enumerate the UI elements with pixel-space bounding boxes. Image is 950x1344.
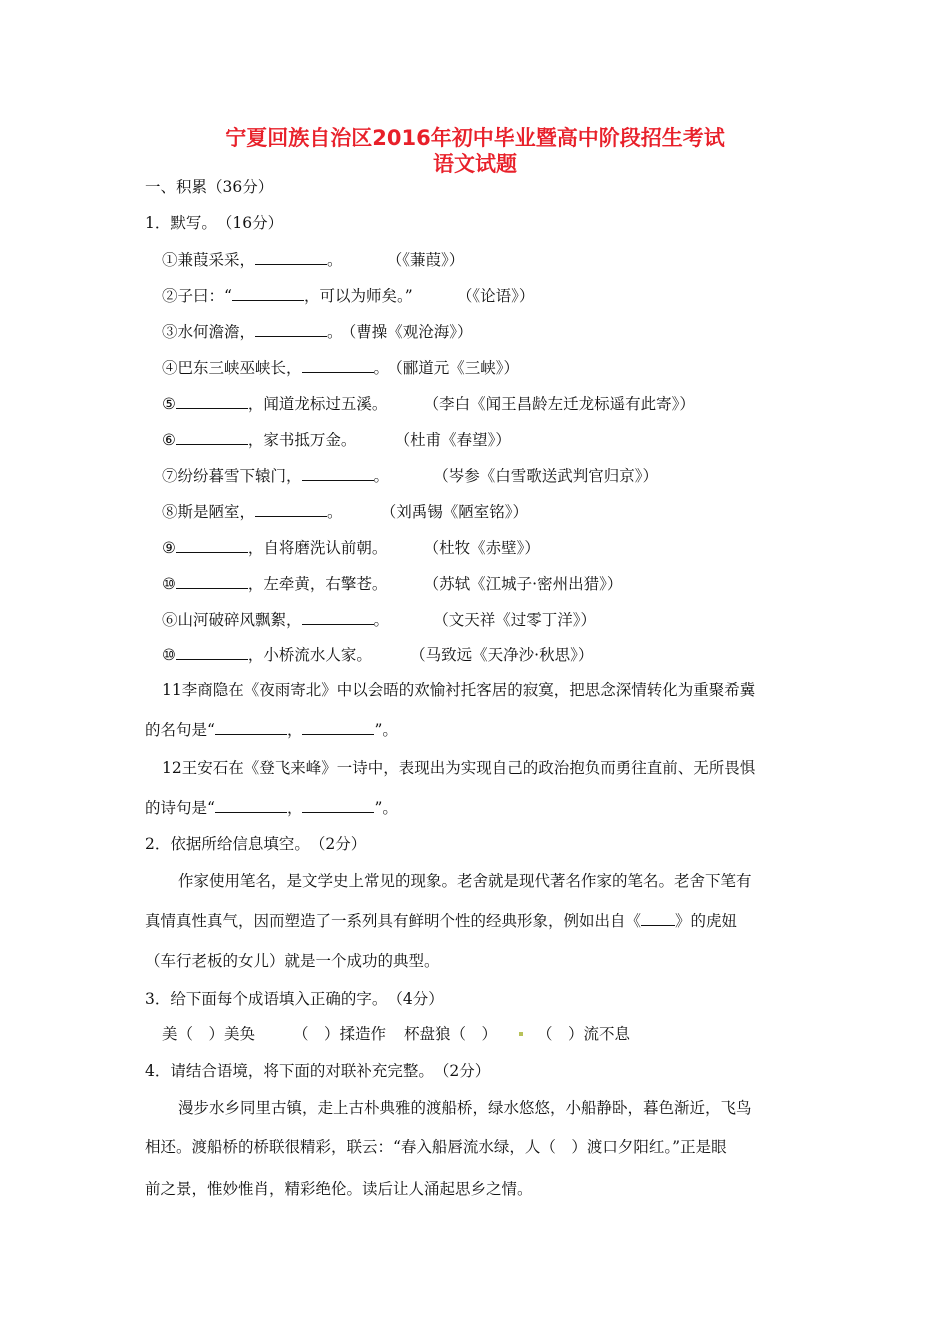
dictation-source: （杜牧《赤壁》） xyxy=(431,539,540,557)
dictation-prefix: ⑥ xyxy=(162,431,176,449)
answer-blank[interactable] xyxy=(232,284,304,301)
dictation-source: （曹操《观沧海》） xyxy=(348,323,473,341)
dictation-suffix: 。 xyxy=(373,467,390,485)
question-2-heading: 2．依据所给信息填空。 （2分） xyxy=(145,835,367,853)
answer-blank[interactable] xyxy=(302,718,374,735)
dictation-suffix: ，小桥流水人家。 xyxy=(247,646,372,664)
dictation-source: （马致远《天净沙·秋思》） xyxy=(417,646,594,664)
section-heading: 一、积累（36分） xyxy=(145,178,274,196)
answer-blank[interactable] xyxy=(255,248,327,265)
dictation-suffix: ，自将磨洗认前朝。 xyxy=(247,539,388,557)
dictation-source: （《论语》） xyxy=(464,287,535,305)
dictation-prefix: ①兼葭采采， xyxy=(162,251,256,269)
question-2-paragraph-1: 作家使用笔名，是文学史上常见的现象。老舍就是现代著名作家的笔名。老舍下笔有 xyxy=(178,872,752,890)
exam-subtitle: 语文试题 xyxy=(433,152,517,176)
idiom-row xyxy=(162,1023,630,1045)
question-3-heading: 3．给下面每个成语填入正确的字。 （4分） xyxy=(145,990,444,1008)
q11-suffix: ”。 xyxy=(374,721,398,739)
dictation-source: （岑参《白雪歌送武判官归京》） xyxy=(441,467,659,485)
dictation-prefix: ④巴东三峡巫峡长， xyxy=(162,359,302,377)
q11-comma: ， xyxy=(286,721,303,739)
dictation-item xyxy=(162,500,528,523)
q12-suffix: ”。 xyxy=(374,799,398,817)
answer-blank[interactable] xyxy=(255,320,327,337)
answer-blank[interactable] xyxy=(302,464,374,481)
q2-prefix: 真情真性真气，因而塑造了一系列具有鲜明个性的经典形象，例如出自《 xyxy=(145,912,642,930)
dictation-item xyxy=(162,572,622,595)
answer-blank[interactable] xyxy=(641,909,675,926)
idiom-item[interactable]: （ ）揉造作 xyxy=(293,1025,387,1043)
dictation-item xyxy=(162,248,464,271)
dictation-suffix: ，可以为师矣。” xyxy=(303,287,413,305)
dictation-prefix: ⑩ xyxy=(162,575,176,593)
dictation-suffix: 。 xyxy=(327,323,343,341)
answer-blank[interactable] xyxy=(215,796,287,813)
dictation-suffix: 。 xyxy=(327,251,343,269)
answer-blank[interactable] xyxy=(302,356,374,373)
answer-blank[interactable] xyxy=(176,643,248,660)
answer-blank[interactable] xyxy=(176,572,248,589)
dictation-item xyxy=(162,428,511,451)
dictation-suffix: 。 xyxy=(327,503,343,521)
dictation-item xyxy=(162,320,473,343)
idiom-item[interactable]: 杯盘狼（ ） xyxy=(404,1025,498,1043)
question-12-line1: 12王安石在《登飞来峰》一诗中，表现出为实现自己的政治抱负而勇往直前、无所畏惧 xyxy=(162,759,756,777)
dictation-prefix: ⑧斯是陋室， xyxy=(162,503,256,521)
dictation-prefix: ⑤ xyxy=(162,395,176,413)
dictation-prefix: ⑦纷纷暮雪下辕门， xyxy=(162,467,302,485)
answer-blank[interactable] xyxy=(255,500,327,517)
dictation-source: （文天祥《过零丁洋》） xyxy=(441,611,597,629)
q12-comma: ， xyxy=(286,799,303,817)
question-11-line2 xyxy=(145,718,398,741)
exam-title: 宁夏回族自治区2016年初中毕业暨高中阶段招生考试 xyxy=(225,126,725,150)
question-4-paragraph-2: 相还。渡船桥的桥联很精彩，联云：“春入船唇流水绿，人（ ）渡口夕阳红。”正是眼 xyxy=(145,1138,727,1156)
q11-prefix: 的名句是“ xyxy=(145,721,215,739)
dictation-suffix: 。 xyxy=(373,611,390,629)
dictation-prefix: ⑥山河破碎风飘絮， xyxy=(162,611,302,629)
dictation-item xyxy=(162,392,695,415)
question-12-line2 xyxy=(145,796,398,819)
question-4-paragraph-3: 前之景，惟妙惟肖，精彩绝伦。读后让人涌起思乡之情。 xyxy=(145,1180,533,1198)
answer-blank[interactable] xyxy=(176,392,248,409)
answer-blank[interactable] xyxy=(176,428,248,445)
dictation-item xyxy=(162,356,519,379)
idiom-item[interactable]: （ ）流不息 xyxy=(537,1025,631,1043)
dictation-prefix: ⑨ xyxy=(162,539,176,557)
dictation-item xyxy=(162,608,596,631)
question-4-paragraph-1: 漫步水乡同里古镇，走上古朴典雅的渡船桥，绿水悠悠，小船静卧，暮色渐近，飞鸟 xyxy=(178,1099,752,1117)
question-1-heading: 1．默写。 （16分） xyxy=(145,214,284,232)
dictation-source: （郦道元《三峡》） xyxy=(395,359,520,377)
dictation-source: （《蒹葭》） xyxy=(394,251,465,269)
q2-suffix: 》的虎妞 xyxy=(675,912,738,930)
dictation-suffix: ，家书抵万金。 xyxy=(247,431,357,449)
dictation-item xyxy=(162,464,658,487)
dictation-item xyxy=(162,536,540,559)
dictation-item xyxy=(162,643,593,666)
dictation-suffix: ，左牵黄，右擎苍。 xyxy=(247,575,388,593)
dictation-prefix: ⑩ xyxy=(162,646,176,664)
answer-blank[interactable] xyxy=(302,796,374,813)
idiom-item[interactable]: 美（ ）美奂 xyxy=(162,1025,256,1043)
answer-blank[interactable] xyxy=(302,608,374,625)
answer-blank[interactable] xyxy=(215,718,287,735)
dictation-suffix: 。 xyxy=(373,359,390,377)
dictation-item xyxy=(162,284,534,307)
answer-blank[interactable] xyxy=(176,536,248,553)
question-2-paragraph-2 xyxy=(145,909,737,932)
q12-prefix: 的诗句是“ xyxy=(145,799,215,817)
question-11-line1: 11李商隐在《夜雨寄北》中以会晤的欢愉衬托客居的寂寞，把思念深情转化为重聚希冀 xyxy=(162,681,756,699)
stray-dot xyxy=(519,1032,523,1036)
dictation-prefix: ③水何澹澹， xyxy=(162,323,256,341)
question-2-paragraph-3: （车行老板的女儿）就是一个成功的典型。 xyxy=(145,952,440,970)
dictation-source: （刘禹锡《陋室铭》） xyxy=(388,503,529,521)
dictation-suffix: ，闻道龙标过五溪。 xyxy=(247,395,388,413)
dictation-source: （苏轼《江城子·密州出猎》） xyxy=(431,575,623,593)
dictation-source: （李白《闻王昌龄左迁龙标遥有此寄》） xyxy=(431,395,695,413)
dictation-source: （杜甫《春望》） xyxy=(402,431,511,449)
question-4-heading: 4．请结合语境，将下面的对联补充完整。 （2分） xyxy=(145,1062,491,1080)
dictation-prefix: ②子曰：“ xyxy=(162,287,232,305)
